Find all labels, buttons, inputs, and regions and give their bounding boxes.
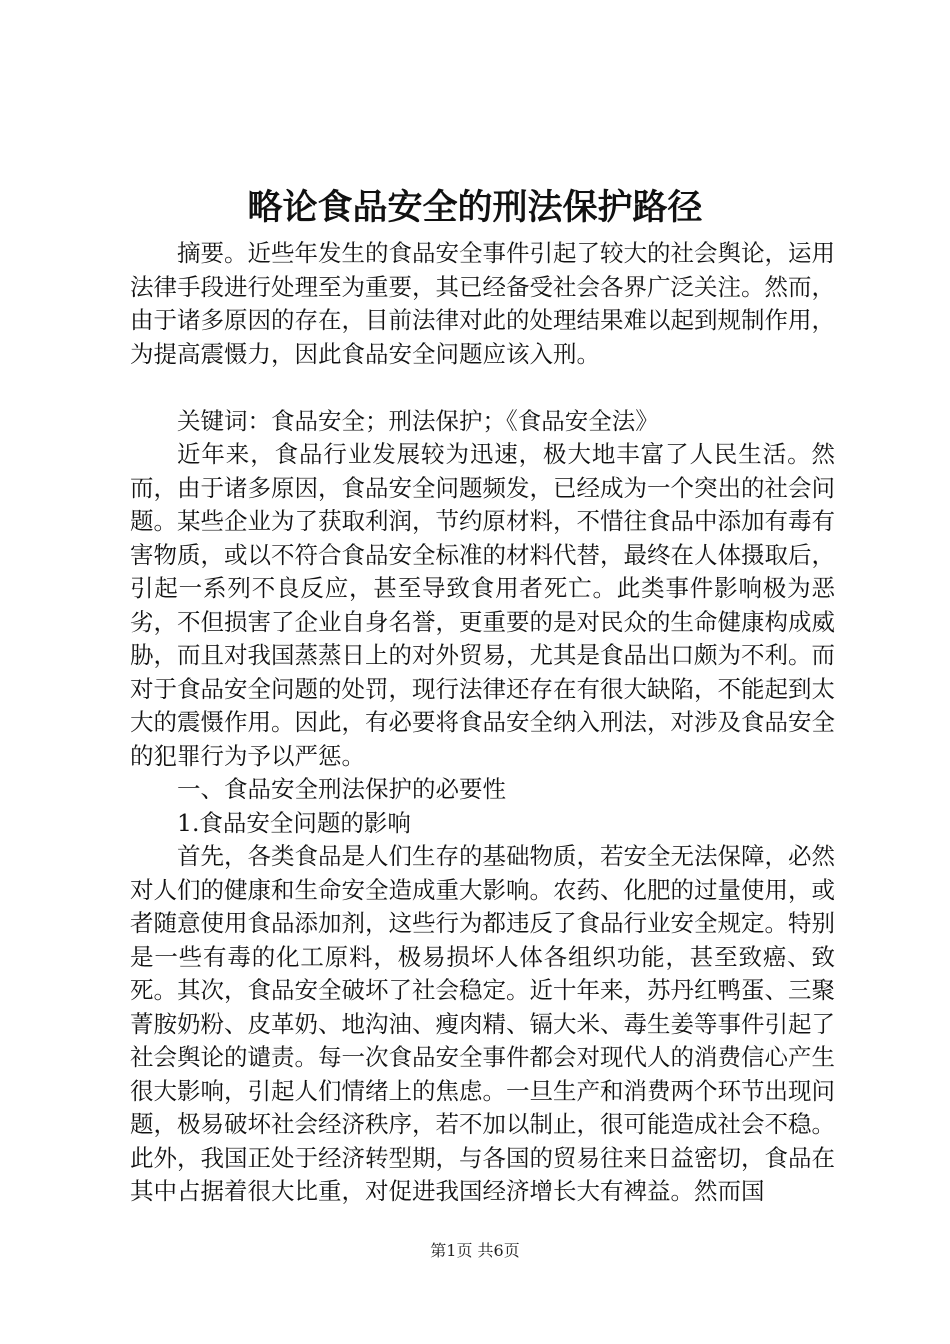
keywords-paragraph: 关键词：食品安全；刑法保护；《食品安全法》 [177, 406, 659, 435]
document-body [130, 237, 835, 1209]
page-number-footer: 第1页 共6页 [430, 1241, 520, 1260]
abstract-paragraph: 摘要。近些年发生的食品安全事件引起了较大的社会舆论，运用法律手段进行处理至为重要，其已经备受社会各界广泛关注。然而，由于诸多原因的存在，目前法律对此的处理结果难以起到规制作用，为提高震慑力，因此食品安全问题应该入刑。 [130, 239, 835, 368]
section-heading: 一、食品安全刑法保护的必要性 [177, 775, 506, 803]
document-title: 略论食品安全的刑法保护路径 [247, 188, 703, 228]
body-paragraph: 首先，各类食品是人们生存的基础物质，若安全无法保障，必然对人们的健康和生命安全造成重大影响。农药、化肥的过量使用，或者随意使用食品添加剂，这些行为都违反了食品行业安全规定。特别是一些有毒的化工原料，极易损坏人体各组织功能，甚至致癌、致死。其次，食品安全破坏了社会稳定。近十年来，苏丹红鸭蛋、三聚菁胺奶粉、皮革奶、地沟油、瘦肉精、镉大米、毒生姜等事件引起了社会舆论的谴责。每一次食品安全事件都会对现代人的消费信心产生很大影响，引起人们情绪上的焦虑。一旦生产和消费两个环节出现问题，极易破坏社会经济秩序，若不加以制止，很可能造成社会不稳。此外，我国正处于经济转型期，与各国的贸易往来日益密切，食品在其中占据着很大比重，对促进我国经济增长大有裨益。然而国 [130, 842, 835, 1205]
intro-paragraph: 近年来，食品行业发展较为迅速，极大地丰富了人民生活。然而，由于诸多原因，食品安全问题频发，已经成为一个突出的社会问题。某些企业为了获取利润，节约原材料，不惜往食品中添加有毒有害物质，或以不符合食品安全标准的材料代替，最终在人体摄取后，引起一系列不良反应，甚至导致食用者死亡。此类事件影响极为恶劣，不但损害了企业自身名誉，更重要的是对民众的生命健康构成威胁，而且对我国蒸蒸日上的对外贸易，尤其是食品出口颇为不利。而对于食品安全问题的处罚，现行法律还存在有很大缺陷，不能起到太大的震慑作用。因此，有必要将食品安全纳入刑法，对涉及食品安全的犯罪行为予以严惩。 [130, 440, 835, 770]
subsection-heading: 1.食品安全问题的影响 [177, 808, 411, 837]
